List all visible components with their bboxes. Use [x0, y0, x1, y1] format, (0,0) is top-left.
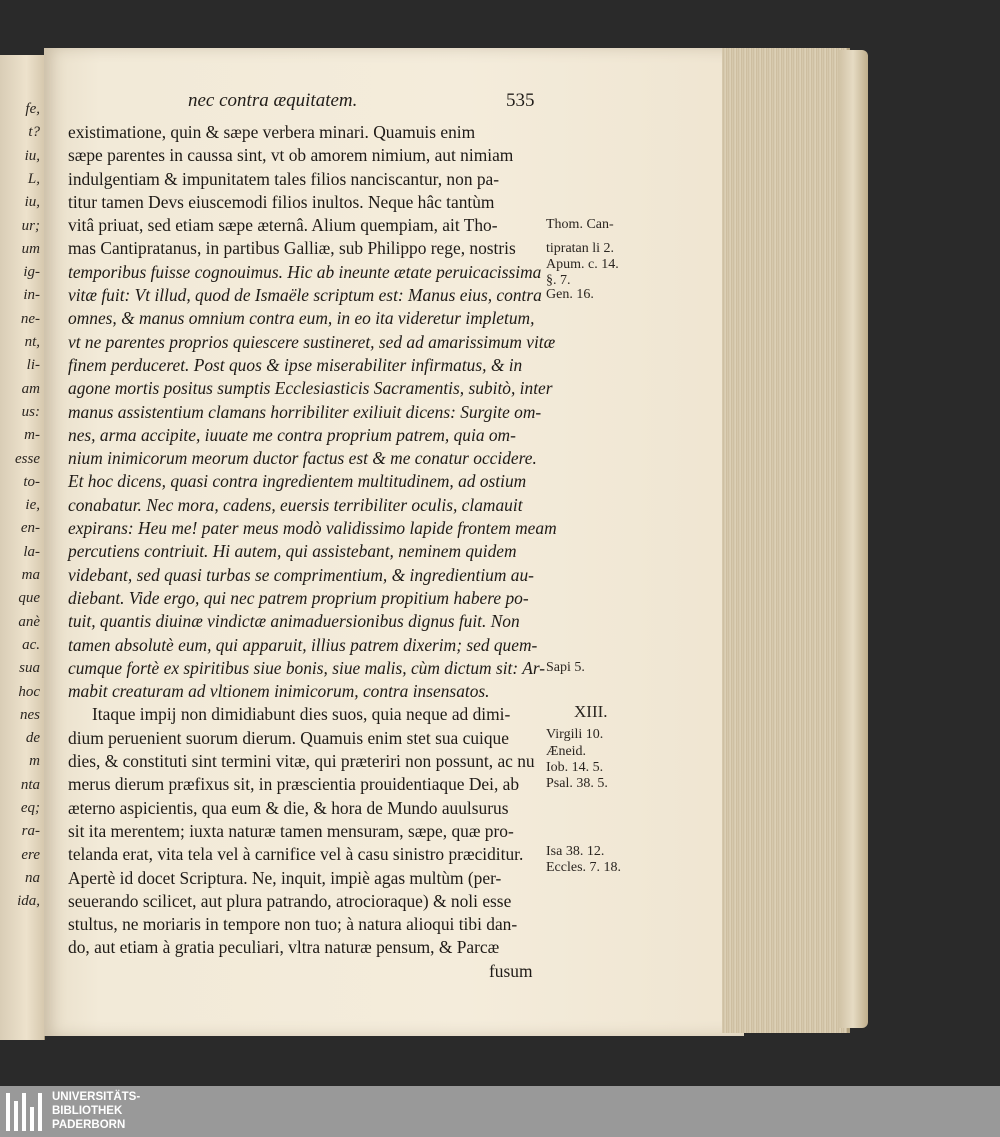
text-line: vitâ priuat, sed etiam sæpe æternâ. Alium quempiam, ait Tho- [68, 215, 498, 236]
text-line: percutiens contriuit. Hi autem, qui assistebant, neminem quidem [68, 541, 517, 562]
previous-page-fragment: nes [20, 706, 40, 723]
previous-page-fragment: hoc [18, 683, 40, 700]
previous-page-fragment: li- [26, 357, 40, 374]
text-line: do, aut etiam à gratia peculiari, vltra naturæ pensum, & Parcæ [68, 937, 500, 958]
text-line: manus assistentium clamans horribiliter exiliuit dicens: Surgite om- [68, 401, 542, 422]
margin-note: Isa 38. 12. [546, 843, 605, 859]
running-header: nec contra æquitatem. [188, 90, 358, 111]
margin-note: Gen. 16. [546, 287, 594, 303]
text-line: dium peruenient suorum dierum. Quamuis enim stet sua cuique [68, 727, 509, 748]
previous-page-fragment: anè [18, 613, 40, 630]
text-line: merus dierum præfixus sit, in præscientia prouidentiaque Dei, ab [68, 774, 520, 795]
margin-note: XIII. [574, 702, 608, 722]
margin-note: Sapi 5. [546, 659, 585, 675]
text-line: omnes, & manus omnium contra eum, in eo ita videretur impletum, [68, 308, 535, 329]
text-line: Itaque impij non dimidiabunt dies suos, quia neque ad dimi- [92, 704, 511, 725]
previous-page-fragment: que [18, 590, 40, 607]
previous-page-fragment: ne- [20, 310, 40, 327]
text-line: videbant, sed quasi turbas se comprimentium, & ingredientium au- [68, 564, 534, 585]
margin-note: Virgili 10. [546, 727, 604, 743]
text-line: vt ne parentes proprios quiescere sustineret, sed ad amarissimum vitæ [68, 331, 556, 352]
margin-note: tipratan li 2. [546, 240, 615, 256]
library-name-line: UNIVERSITÄTS- [52, 1091, 141, 1103]
text-line: existimatione, quin & sæpe verbera minari. Quamuis enim [68, 122, 476, 142]
previous-page-fragment: m [29, 753, 40, 770]
text-line: sæpe parentes in caussa sint, vt ob amorem nimium, aut nimiam [68, 145, 514, 166]
margin-note: §. 7. [546, 273, 571, 289]
margin-note: Iob. 14. 5. [546, 760, 604, 776]
text-line: dies, & constituti sint termini vitæ, qui præteriri non possunt, ac nu [68, 751, 535, 772]
previous-page-fragment: esse [15, 450, 40, 467]
text-line: mas Cantipratanus, in partibus Galliæ, sub Philippo rege, nostris [68, 238, 516, 259]
text-line: finem perduceret. Post quos & ipse miserabiliter infirmatus, & in [68, 354, 523, 375]
page-number: 535 [506, 90, 535, 111]
previous-page-fragment: in- [23, 287, 40, 304]
previous-page-fragment: ida, [17, 893, 40, 910]
text-line: diebant. Vide ergo, qui nec patrem proprium propitium habere po- [68, 587, 529, 608]
text-line: titur tamen Devs eiuscemodi filios inultos. Neque hâc tantùm [68, 191, 495, 212]
text-line: mabit creaturam ad vltionem inimicorum, contra insensatos. [68, 681, 490, 702]
margin-note: Thom. Can- [546, 217, 614, 233]
page-block-edge [722, 48, 850, 1033]
library-name [52, 1090, 140, 1132]
text-line: tamen absolutè eum, qui apparuit, illius patrem dixerim; sed quem- [68, 634, 538, 655]
previous-page-fragment: ac. [22, 636, 40, 653]
previous-page-fragment: ig- [23, 264, 40, 281]
previous-page-fragment: de [25, 730, 40, 747]
previous-page-fragment: ra- [21, 823, 40, 840]
previous-page-fragment: nt, [24, 334, 40, 350]
book-cover-edge [838, 50, 868, 1028]
margin-note: Psal. 38. 5. [546, 776, 608, 792]
text-line: Apertè id docet Scriptura. Ne, inquit, impiè agas multùm (per- [68, 867, 502, 888]
previous-page-fragment: sua [19, 660, 40, 677]
text-line: vitæ fuit: Vt illud, quod de Ismaële scriptum est: Manus eius, contra [68, 285, 542, 306]
previous-page-edge [0, 55, 45, 1040]
library-name-line: BIBLIOTHEK [52, 1105, 123, 1117]
text-line: stultus, ne moriaris in tempore non tuo; à natura alioqui tibi dan- [68, 914, 518, 935]
previous-page-fragment: iu, [24, 194, 40, 211]
text-line: temporibus fuisse cognouimus. Hic ab ineunte ætate peruicacissima [68, 261, 542, 282]
margin-note: Apum. c. 14. [546, 256, 619, 272]
text-line: conabatur. Nec mora, cadens, euersis terribiliter oculis, clamauit [68, 494, 523, 515]
previous-page-fragment: fe, [25, 101, 40, 117]
text-line: agone mortis positus sumptis Ecclesiasticis Sacramentis, subitò, inter [68, 378, 553, 399]
previous-page-fragment: nta [20, 776, 40, 793]
text-line: Et hoc dicens, quasi contra ingredientem multitudinem, ad ostium [68, 471, 527, 492]
previous-page-fragment: iu, [24, 147, 40, 164]
margin-note: Æneid. [546, 743, 587, 759]
previous-page-fragment: ere [21, 846, 40, 863]
library-footer-bar [0, 1086, 1000, 1137]
text-line: tuit, quantis diuinæ vindictæ animaduersionibus dignus fuit. Non [68, 611, 520, 632]
text-line: expirans: Heu me! pater meus modò validissimo lapide frontem meam [68, 518, 557, 539]
previous-page-fragment: la- [23, 543, 40, 560]
body-text [68, 121, 557, 983]
previous-page-fragment: ma [21, 567, 40, 583]
text-line: fusum [489, 960, 533, 981]
text-line: cumque fortè ex spiritibus siue bonis, siue malis, cùm dictum sit: Ar- [68, 657, 546, 678]
previous-page-fragment: am [21, 380, 40, 397]
previous-page-fragment: m- [24, 427, 40, 444]
previous-page-fragment: eq; [20, 800, 40, 816]
text-line: nium inimicorum meorum ductor factus est & me conatur occidere. [68, 448, 537, 469]
previous-page-fragment: um [21, 240, 40, 257]
text-line: indulgentiam & impunitatem tales filios nanciscantur, non pa- [68, 168, 500, 189]
previous-page-fragment: na [25, 869, 40, 886]
library-name-line: PADERBORN [52, 1119, 126, 1131]
previous-page-fragment: ur; [21, 217, 40, 234]
previous-page-fragment: L, [27, 170, 40, 187]
barcode-logo-icon [6, 1093, 46, 1131]
text-line: seuerando scilicet, aut plura patrando, atrocioraque) & noli esse [68, 890, 512, 911]
text-line: nes, arma accipite, iuuate me contra proprium patrem, quia om- [68, 424, 516, 445]
text-line: sit ita merentem; iuxta naturæ tamen mensuram, sæpe, quæ pro- [68, 820, 514, 841]
previous-page-fragment: t? [28, 124, 40, 141]
previous-page-fragment: to- [23, 473, 40, 490]
previous-page-fragment: us: [21, 403, 40, 420]
text-line: æterno aspicientis, qua eum & die, & hora de Mundo auulsurus [68, 797, 509, 818]
previous-page-fragment: en- [20, 520, 40, 537]
margin-note: Eccles. 7. 18. [546, 860, 622, 876]
text-line: telanda erat, vita tela vel à carnifice vel à casu sinistro præciditur. [68, 844, 524, 865]
previous-page-fragment: ie, [25, 497, 40, 514]
